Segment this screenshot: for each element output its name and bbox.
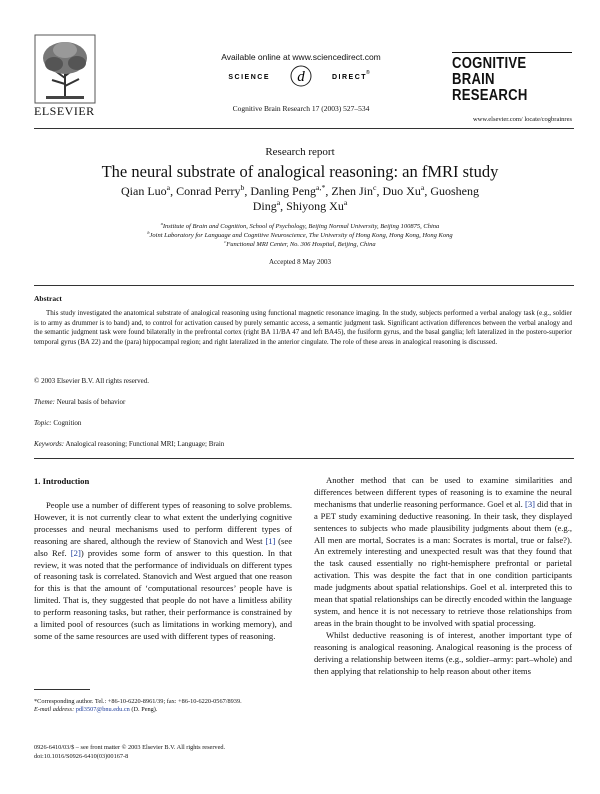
- author: Qian Luo: [121, 184, 167, 198]
- theme-line: Theme: Neural basis of behavior: [34, 398, 126, 406]
- keywords-line: Keywords: Analogical reasoning; Functional MRI; Language; Brain: [34, 440, 225, 448]
- author-list: Qian Luo$^a$, Conrad Perry$^b$, Danling Peng$^{a,*}$, Zhen Jin$^c$, Duo Xu$^a$, Guosheng Ding$^a$, Shiyong Xu$^a$: [121, 183, 479, 213]
- affiliation-a: $^a$Institute of Brain and Cognition, School of Psychology, Beijing Normal University, Beijing 100875, China: [160, 220, 440, 230]
- affiliations: [60, 222, 540, 249]
- available-online-text: Available online at www.sciencedirect.com: [221, 52, 381, 62]
- page-footer: [34, 744, 334, 761]
- right-column: [314, 475, 572, 677]
- footnote-divider: [34, 689, 90, 690]
- elsevier-tree-logo: [34, 34, 96, 104]
- abstract-bottom-divider: [34, 458, 574, 459]
- publisher-name: ELSEVIER: [34, 104, 95, 118]
- left-column: [34, 500, 292, 643]
- sd-left-text: SCIENCE: [228, 74, 270, 81]
- email-link[interactable]: pdl3507@bnu.edu.cn: [75, 706, 130, 714]
- affiliation-c: $^c$Functional MRI Center, No. 306 Hospital, Beijing, China: [224, 238, 376, 248]
- journal-title-line1: COGNITIVE: [452, 55, 527, 72]
- abstract-copyright: © 2003 Elsevier B.V. All rights reserved.: [34, 377, 150, 385]
- journal-url[interactable]: www.elsevier.com/ locate/cogbrainres: [472, 116, 572, 123]
- topic-line: Topic: Cognition: [34, 419, 82, 427]
- abstract-top-divider: [34, 285, 574, 286]
- article-type: Research report: [265, 146, 335, 158]
- paragraph: People use a number of different types of reasoning to solve problems. However, it is not currently clear to what extent the underlying cognitive processes and neural mechanisms used to perform different types of reasoning are shared, although the review of Stanovich and West [1] (see also Ref. [2]) provides some form of answer to this question. In that review, it was noted that the performance of individuals on different types of reasoning task is correlated. Stanovich and West argued that one reason for this is that the amount of ‘computational resources’ people have is limited. That is, they suggested that people do not have a limitless ability to perform reasoning tasks, but rather, their performance is constrained by a limited pool of resources (such as limitations in working memory), and some of the same resources are used with different types of reasoning.: [34, 500, 293, 641]
- accepted-date: Accepted 8 May 2003: [268, 258, 331, 266]
- email-line: E-mail address: pdl3507@bnu.edu.cn (D. Peng).: [34, 706, 158, 714]
- sd-right-text: DIRECT: [332, 74, 368, 81]
- corresponding-author: *Corresponding author. Tel.: +86-10-6220-8961/39; fax: +86-10-6220-0567/8939.: [34, 698, 242, 705]
- article-title: The neural substrate of analogical reasoning: an fMRI study: [101, 162, 499, 181]
- author: Duo Xu: [382, 184, 421, 198]
- svg-text:d: d: [297, 69, 305, 85]
- affiliation-b: $^b$Joint Laboratory for Language and Cognitive Neuroscience, The University of Hong Kong, Hong Kong, Hong Kong: [147, 229, 453, 239]
- abstract-text: This study investigated the anatomical substrate of analogical reasoning using functional magnetic resonance imaging. In the study, subjects performed a verbal analogy task (e.g., soldier is to army as drummer is to band) and, to control for activation caused by purely semantic access, a semantic judgment task. Significant activation differences between the verbal analogy and the semantic judgment task were found bilaterally in the prefrontal cortex (right BA 11/BA 47 and left BA45), the fusiform gyrus, and the basal ganglia; left lateralized in the postero-superior temporal gyrus (BA 22) and the (para) hippocampal region; and right lateralized in the anterior cingulate. The role of these areas in analogical reasoning is discussed.: [34, 309, 572, 346]
- paragraph: Whilst deductive reasoning is of interest, another important type of reasoning is analogical reasoning. Analogical reasoning is the process of deriving a relationship between items (e.g., soldier–army: part–whole) and then applying that relationship to help reason about other items: [314, 629, 572, 676]
- journal-title-line2: BRAIN: [452, 71, 495, 88]
- author: Conrad Perry: [176, 184, 241, 198]
- paragraph: Another method that can be used to examine similarities and differences between different types of reasoning is to examine the neural mechanisms that underlie reasoning performance. Goel et al. [3] did that in a PET study examining deductive reasoning. In their task, they displayed sentences to subjects who made plausibility judgments about them (e.g., All men are mortal, Socrates is a man: Socrates is mortal, true or false?). An extremely interesting and unexpected result was that they found that the task caused essentially no right-hemisphere prefrontal or parietal activation. This was despite the fact that in one condition participants made judgments about spatial relationships. Goel et al. interpreted this to mean that spatial relationships can be directly encoded within the language system, and hence it is not necessary to retrieve those relationships from areas in the brain thought to be involved with spatial processing.: [314, 475, 573, 628]
- author: Guosheng Ding: [252, 184, 479, 213]
- sd-mark: ®: [366, 70, 370, 76]
- author: Zhen Jin: [331, 184, 374, 198]
- journal-citation: Cognitive Brain Research 17 (2003) 527–534: [232, 104, 370, 113]
- abstract-heading: Abstract: [34, 294, 62, 303]
- journal-title: [452, 56, 550, 104]
- citation-link[interactable]: [3]: [524, 498, 535, 509]
- footnote: [34, 698, 290, 714]
- author: Danling Peng: [250, 184, 317, 198]
- issn-line: 0926-6410/03/$ – see front matter © 2003 Elsevier B.V. All rights reserved.: [34, 744, 226, 751]
- section-heading: 1. Introduction: [34, 476, 90, 486]
- sciencedirect-logo: [226, 64, 376, 88]
- journal-title-line3: RESEARCH: [452, 87, 528, 104]
- header-divider: [34, 128, 574, 129]
- citation-link[interactable]: [2]: [70, 547, 81, 558]
- doi-line[interactable]: doi:10.1016/S0926-6410(03)00167-8: [34, 752, 129, 760]
- citation-link[interactable]: [1]: [265, 535, 276, 546]
- author: Shiyong Xu: [286, 199, 344, 213]
- journal-title-bar: [452, 52, 572, 53]
